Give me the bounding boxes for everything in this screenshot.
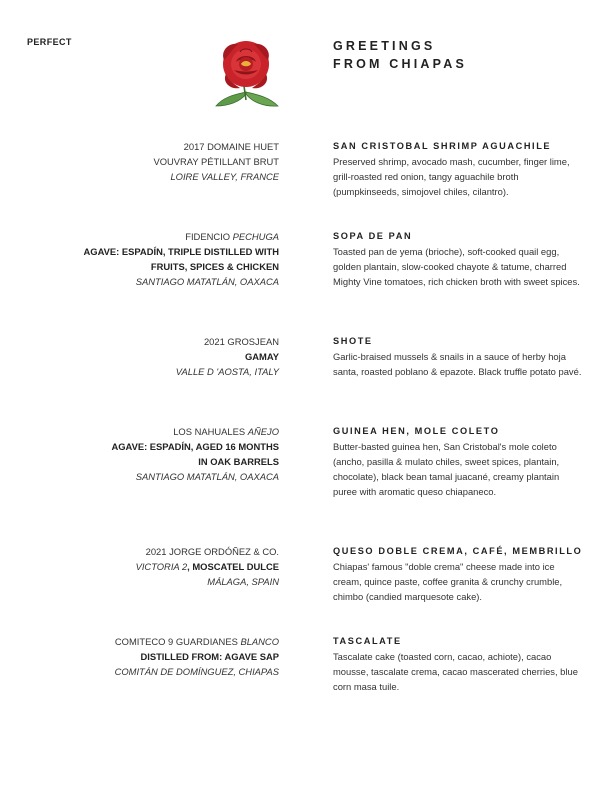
menu-title-line-1: GREETINGS [333, 39, 436, 53]
dish-3-name: SHOTE [333, 336, 373, 346]
pairing-3 [19, 334, 279, 379]
menu-title [333, 37, 467, 73]
dish-2-description: Toasted pan de yema (brioche), soft-cooked quail egg, golden plantain, slow-cooked chayote & tatume, charred Mighty Vine tomatoes, rich chicken broth with sweet spices. [333, 246, 580, 287]
pairing-5-line-1: 2021 JORGE ORDÓÑEZ & CO. [145, 546, 279, 557]
dish-3-description: Garlic-braised mussels & snails in a sauce of herby hoja santa, roasted poblano & epazote. Black truffle potato pavé. [333, 351, 582, 377]
dish-2 [333, 229, 585, 289]
pairing-5-wine: VICTORIA 2 [135, 561, 188, 572]
pairing-6 [19, 634, 279, 679]
pairing-6-line-2: DISTILLED FROM: AGAVE SAP [140, 651, 279, 662]
pairing-5-line-2 [19, 559, 279, 574]
dish-5 [333, 544, 585, 604]
pairing-4-producer: LOS NAHUALES [173, 426, 248, 437]
pairing-4-line-1 [19, 424, 279, 439]
dish-5-name: QUESO DOBLE CREMA, CAFÉ, MEMBRILLO [333, 546, 583, 556]
dish-3 [333, 334, 585, 379]
dish-6-description: Tascalate cake (toasted corn, cacao, achiote), cacao mousse, tascalate crema, cacao mascerated cherries, blue corn masa tuile. [333, 651, 578, 692]
pairing-2-region: SANTIAGO MATATLÁN, OAXACA [135, 276, 279, 287]
pairing-4-line-2: AGAVE: ESPADÍN, AGED 16 MONTHS [111, 441, 279, 452]
pairing-5 [19, 544, 279, 589]
dish-4-name: GUINEA HEN, MOLE COLETO [333, 426, 500, 436]
pairing-2-producer: FIDENCIO [185, 231, 233, 242]
dish-6 [333, 634, 585, 694]
pairing-4-style: AÑEJO [247, 426, 279, 437]
pairing-6-line-1 [19, 634, 279, 649]
dish-1-name: SAN CRISTOBAL SHRIMP AGUACHILE [333, 141, 552, 151]
pairing-2 [19, 229, 279, 289]
pairing-4-region: SANTIAGO MATATLÁN, OAXACA [135, 471, 279, 482]
pairing-4 [19, 424, 279, 484]
pairing-1-line-1: 2017 DOMAINE HUET [183, 141, 279, 152]
pairing-1-region: LOIRE VALLEY, FRANCE [170, 171, 279, 182]
pairing-2-line-2: AGAVE: ESPADÍN, TRIPLE DISTILLED WITH [83, 246, 279, 257]
dish-2-name: SOPA DE PAN [333, 231, 413, 241]
pairing-2-style: PECHUGA [232, 231, 279, 242]
pairing-6-producer: COMITECO 9 GUARDIANES [114, 636, 241, 647]
pairing-3-line-2: GAMAY [244, 351, 279, 362]
dish-6-name: TASCALATE [333, 636, 402, 646]
pairing-5-style: , MOSCATEL DULCE [187, 561, 279, 572]
dish-5-description: Chiapas' famous "doble crema" cheese made into ice cream, quince paste, coffee granita & crunchy crumble, chimbo (candied marquesote cake). [333, 561, 563, 602]
pairing-4-line-3: IN OAK BARRELS [198, 456, 279, 467]
dish-1-description: Preserved shrimp, avocado mash, cucumber, finger lime, grill-roasted red onion, tangy aguachile broth (pumpkinseeds, simojovel chiles, cilantro). [333, 156, 570, 197]
pairing-3-line-1: 2021 GROSJEAN [203, 336, 279, 347]
pairing-2-line-1 [19, 229, 279, 244]
rose-illustration [210, 34, 282, 112]
pairing-6-region: COMITÁN DE DOMÍNGUEZ, CHIAPAS [114, 666, 279, 677]
menu-title-line-2: FROM CHIAPAS [333, 57, 467, 71]
dish-4 [333, 424, 585, 499]
brand-label: PERFECT [27, 37, 72, 47]
pairing-1-line-2: VOUVRAY PÉTILLANT BRUT [153, 156, 279, 167]
pairing-3-region: VALLE D 'AOSTA, ITALY [175, 366, 279, 377]
dish-4-description: Butter-basted guinea hen, San Cristobal's mole coleto (ancho, pasilla & mulato chiles, sweet spices, plantain, chocolate), black bean tamal juacané, creamy plantain puree with aromatic queso chiapaneco. [333, 441, 560, 497]
pairing-5-region: MÁLAGA, SPAIN [207, 576, 279, 587]
pairing-1 [19, 139, 279, 184]
pairing-2-line-3: FRUITS, SPICES & CHICKEN [150, 261, 279, 272]
pairing-6-style: BLANCO [240, 636, 279, 647]
dish-1 [333, 139, 585, 199]
